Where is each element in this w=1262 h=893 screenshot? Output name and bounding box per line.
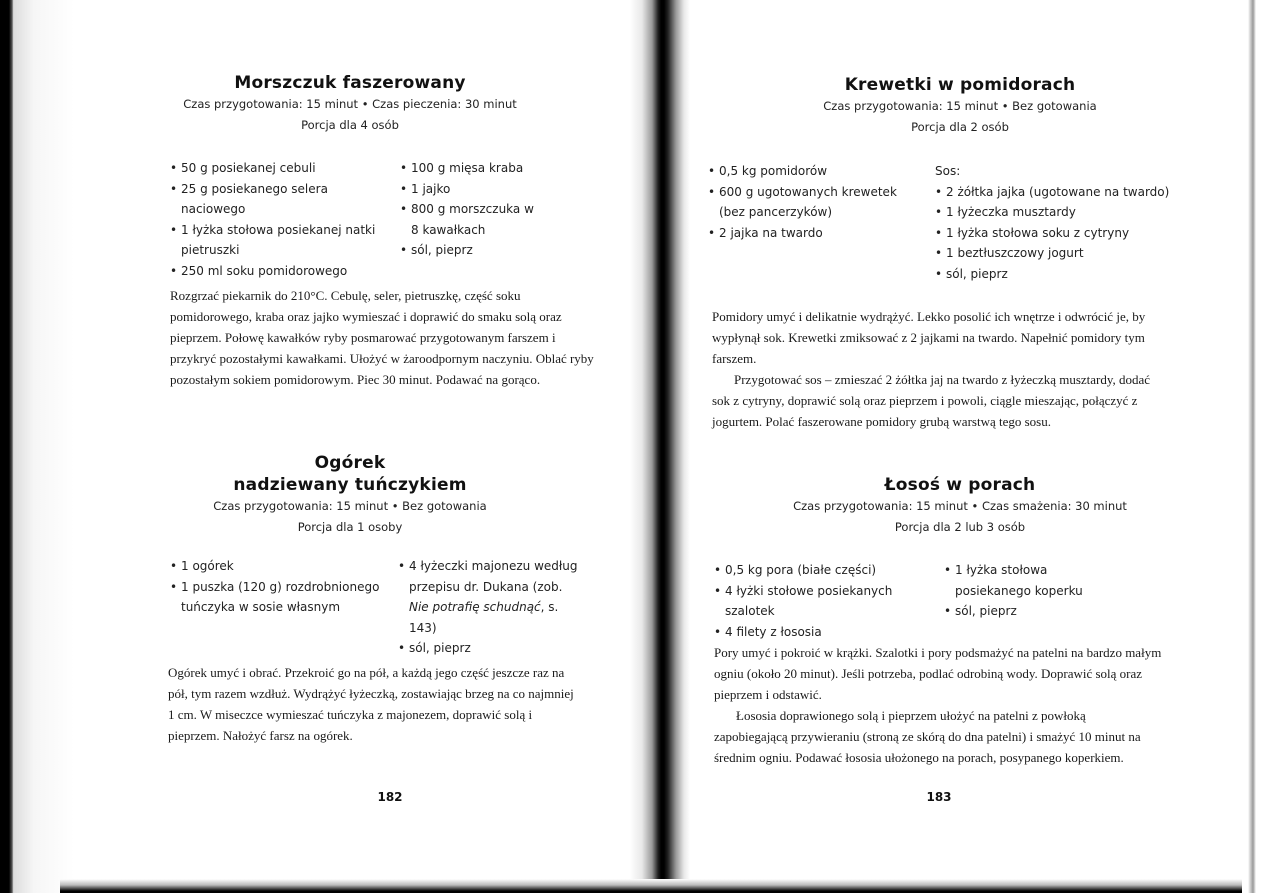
instruction-paragraph: Przygotować sos – zmieszać 2 żółtka jaj na twardo z łyżeczką musztardy, dodać sok z cytryny, doprawić solą oraz pieprzem i powoli, ciągle mieszając, połączyć z jogurtem. Polać faszerowane pomidory grubą warstwą tego sosu. [712,372,1151,429]
instruction-paragraph: Ogórek umyć i obrać. Przekroić go na pół, a każdą jego część jeszcze raz na pół, tym razem wzdłuż. Wydrążyć łyżeczką, zostawiając brzeg na co najmniej 1 cm. W miseczce wymieszać tuńczyka z majonezem, doprawić solą i pieprzem. Nałożyć farsz na ogórek. [168,665,574,743]
recipe-title: Łosoś w porach [884,475,1036,495]
ingredients-list-col2 [400,158,540,261]
ingredient-item: • 0,5 kg pora (białe części) [714,560,944,581]
ingredient-text: , s. 143) [409,600,559,635]
ingredient-item: • sól, pieprz [944,601,1094,622]
ingredients-list-col1 [170,556,385,618]
ingredients-list-col1 [170,158,390,281]
ingredients-list-col2 [944,560,1094,622]
sauce-label: Sos: [935,164,961,178]
page-number: 183 [926,790,952,804]
instruction-paragraph: Pory umyć i pokroić w krążki. Szalotki i pory podsmażyć na patelni na bardzo małym ogniu (około 20 minut). Jeśli potrzeba, podlać odrobiną wody. Doprawić solą oraz pieprzem i odstawić. [714,645,1162,702]
ingredient-item: • 25 g posiekanego selera naciowego [170,179,390,220]
recipe-time: Czas przygotowania: 15 minut • Czas smażenia: 30 minut [793,499,1127,513]
page-shadow-left [14,0,74,893]
ingredient-item: • 2 żółtka jajka (ugotowane na twardo) [935,182,1175,203]
ingredient-item: • 50 g posiekanej cebuli [170,158,390,179]
ingredient-item: • sól, pieprz [398,638,583,659]
ingredient-item: • 2 jajka na twardo [708,223,908,244]
ingredient-item: • 1 beztłuszczowy jogurt [935,243,1175,264]
recipe-title [80,452,620,496]
recipe-time: Czas przygotowania: 15 minut • Bez gotowania [213,499,487,513]
ingredient-item: • 4 filety z łososia [714,622,944,643]
recipe-servings: Porcja dla 2 lub 3 osób [894,520,1026,534]
right-page [700,0,1220,893]
ingredient-item: • 800 g morszczuka w 8 kawałkach [400,199,540,240]
book-edge-left [0,0,14,893]
recipe-instructions [714,642,1162,768]
recipe-servings: Porcja dla 1 osoby [297,520,403,534]
ingredients-list-col2 [398,556,583,659]
ingredient-item: • 1 puszka (120 g) rozdrobnionego tuńczyka w sosie własnym [170,577,385,618]
ingredients-list-col1 [714,560,944,642]
ingredient-item: • 250 ml soku pomidorowego [170,261,390,282]
recipe-servings: Porcja dla 2 osób [911,120,1009,134]
ingredient-item: • 1 łyżka stołowa soku z cytryny [935,223,1175,244]
ingredient-item: • 1 łyżka stołowa posiekanego koperku [944,560,1094,601]
ingredient-item: • 1 łyżeczka musztardy [935,202,1175,223]
book-edge-right [1248,0,1262,893]
ingredient-item: • sól, pieprz [400,240,540,261]
recipe-instructions [168,662,578,746]
recipe-title-line: Ogórek [314,453,386,473]
recipe-title: Morszczuk faszerowany [234,73,466,93]
ingredient-item: • 0,5 kg pomidorów [708,161,908,182]
recipe-losos [700,474,1220,538]
recipe-instructions [712,306,1152,432]
ingredient-item: • 100 g mięsa kraba [400,158,540,179]
ingredient-item: • 4 łyżki stołowe posiekanych szalotek [714,581,944,622]
recipe-time: Czas przygotowania: 15 minut • Czas pieczenia: 30 minut [183,97,517,111]
ingredient-item [398,556,583,638]
instruction-paragraph: Łososia doprawionego solą i pieprzem ułożyć na patelni z powłoką zapobiegającą przywieraniu (stroną ze skórą do dna patelni) i smażyć 10 minut na średnim ogniu. Podawać łososia ułożonego na porach, posypanego koperkiem. [714,708,1141,765]
instruction-paragraph: Pomidory umyć i delikatnie wydrążyć. Lekko posolić ich wnętrze i odwrócić je, by wypłynął sok. Krewetki zmiksować z 2 jajkami na twardo. Napełnić pomidory tym farszem. [712,309,1146,366]
recipe-krewetki [700,74,1220,138]
recipe-title: Krewetki w pomidorach [844,75,1076,95]
ingredient-item: • 1 łyżka stołowa posiekanej natki pietruszki [170,220,390,261]
book-gutter [630,0,690,893]
instruction-paragraph: Rozgrzać piekarnik do 210°C. Cebulę, seler, pietruszkę, część soku pomidorowego, kraba oraz jajko wymieszać i doprawić do smaku solą oraz pieprzem. Połowę kawałków ryby posmarować przygotowanym farszem i przykryć pozostałymi kawałkami. Ułożyć w żaroodpornym naczyniu. Oblać ryby pozostałym sokiem pomidorowym. Piec 30 minut. Podawać na gorąco. [170,288,594,387]
ingredient-item: • sól, pieprz [935,264,1175,285]
page-number: 182 [377,790,403,804]
recipe-instructions [170,285,595,390]
recipe-time: Czas przygotowania: 15 minut • Bez gotowania [823,99,1097,113]
left-page [80,0,620,893]
recipe-servings: Porcja dla 4 osób [301,118,399,132]
recipe-title-line: nadziewany tuńczykiem [233,475,467,495]
book-reference: Nie potrafię schudnąć [409,600,541,614]
ingredient-item: • 1 jajko [400,179,540,200]
ingredients-list-col2 [935,161,1175,284]
ingredient-item: • 600 g ugotowanych krewetek (bez pancerzyków) [708,182,908,223]
ingredients-list-col1 [708,161,908,243]
ingredient-text: 4 łyżeczki majonezu według przepisu dr. Dukana (zob. [409,559,578,594]
recipe-morszczuk [80,72,620,136]
recipe-ogorek [80,452,620,538]
ingredient-item: • 1 ogórek [170,556,385,577]
